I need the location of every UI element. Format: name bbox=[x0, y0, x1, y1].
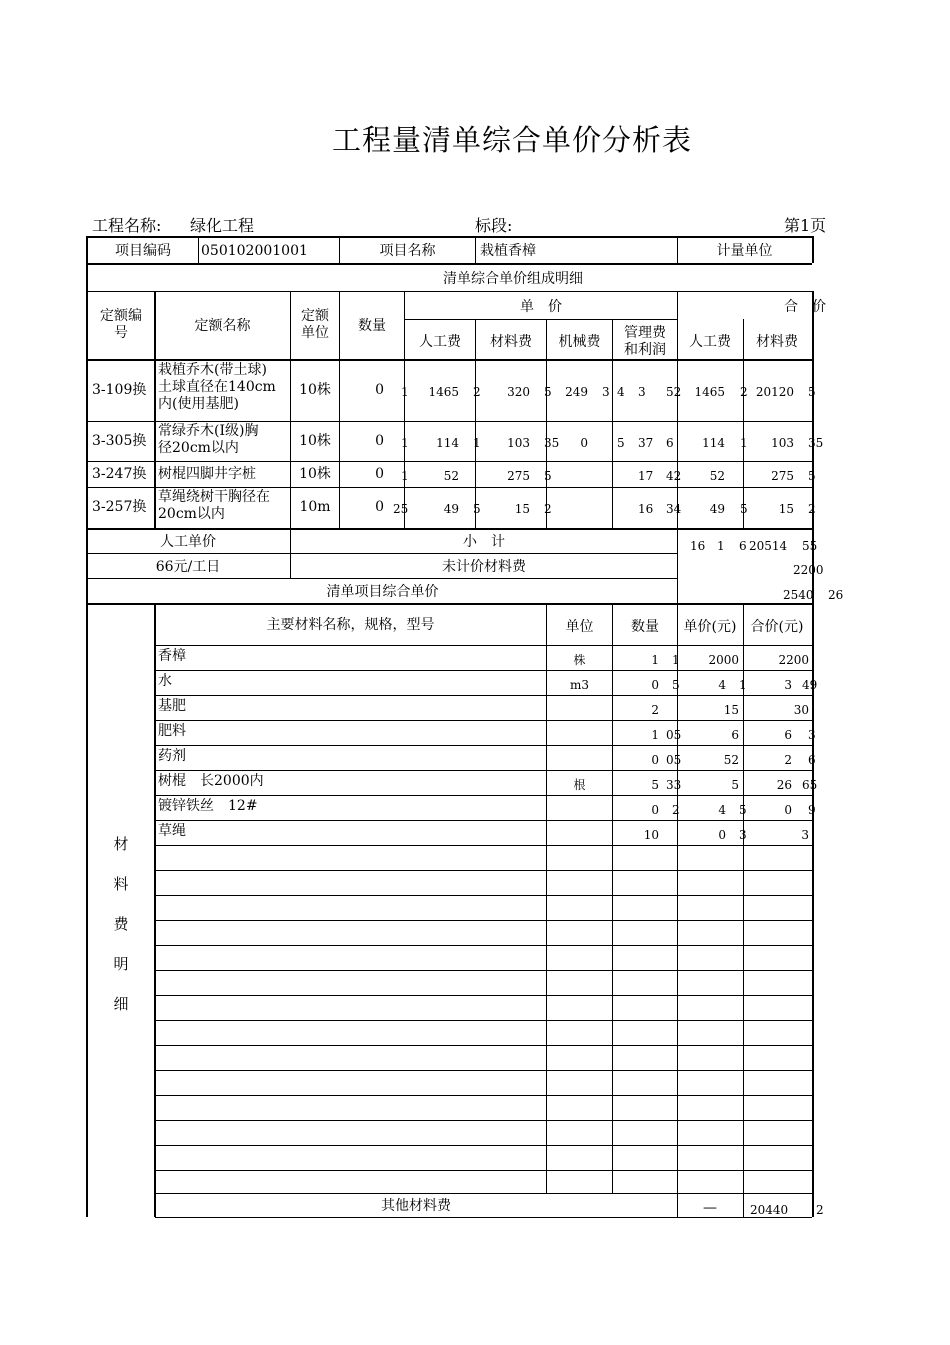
project-name: 绿化工程 bbox=[190, 216, 255, 235]
quota-row-3-total-material: 275 bbox=[771, 468, 794, 483]
mat-row-1-qty: 1 bbox=[651, 653, 659, 667]
quota-row-2-labor: 114 bbox=[436, 435, 459, 450]
composition-title: 清单综合单价组成明细 bbox=[443, 271, 583, 287]
unpriced-label: 未计价材料费 bbox=[442, 559, 526, 575]
quota-row-3-mgmt-3: 42 bbox=[666, 468, 682, 483]
grid-line bbox=[155, 670, 812, 671]
grid-line bbox=[155, 870, 812, 871]
quota-row-3-mgmt-2: 17 bbox=[638, 468, 654, 483]
grid-line bbox=[155, 1217, 812, 1218]
mat-row-4-name: 肥料 bbox=[158, 723, 186, 739]
quota-row-3-labor: 52 bbox=[443, 468, 459, 483]
quota-row-1-total-labor-2: 2 bbox=[740, 385, 748, 399]
grid-line bbox=[155, 745, 812, 746]
mat-row-4-total: 6 bbox=[784, 728, 792, 742]
quota-row-1-name: 栽植乔木(带土球) 土球直径在140cm 内(使用基肥) bbox=[158, 362, 276, 412]
quota-row-1-total-material: 20120 bbox=[755, 385, 794, 399]
quota-row-4-unit: 10m bbox=[299, 499, 331, 515]
quota-row-1-machine: 249 bbox=[565, 385, 588, 399]
col-material-total: 材料费 bbox=[756, 334, 798, 350]
quota-row-2-material-2: 35 bbox=[544, 435, 560, 450]
project-name-label: 工程名称: bbox=[92, 216, 162, 235]
quota-row-4-mgmt-2: 16 bbox=[638, 502, 654, 516]
mat-row-8-name: 草绳 bbox=[158, 823, 186, 839]
mat-col-qty: 数量 bbox=[631, 619, 659, 635]
mat-row-6-total: 26 bbox=[776, 778, 792, 792]
quota-row-4-qty: 0 bbox=[375, 499, 384, 515]
quota-row-2-total-material: 103 bbox=[771, 435, 794, 450]
col-unit-price: 单 价 bbox=[520, 299, 562, 315]
quota-row-3-total-labor: 52 bbox=[709, 468, 725, 483]
grid-line bbox=[88, 263, 812, 265]
mat-row-2-price: 4 bbox=[718, 678, 726, 692]
quota-row-1-mgmt-3: 52 bbox=[666, 385, 682, 399]
mat-side-label-4: 明 bbox=[113, 955, 129, 973]
mat-col-price: 单价(元) bbox=[683, 619, 737, 635]
col-qty: 数量 bbox=[358, 318, 386, 334]
quota-row-4-total-material: 15 bbox=[778, 502, 794, 516]
mat-row-5-total-2: 6 bbox=[808, 753, 816, 767]
mat-col-name: 主要材料名称，规格，型号 bbox=[266, 617, 435, 633]
quota-row-3-name: 树棍四脚井字桩 bbox=[158, 465, 256, 482]
mat-row-5-name: 药剂 bbox=[158, 748, 186, 764]
grid-line bbox=[88, 421, 812, 422]
grid-line bbox=[155, 770, 812, 771]
col-machine: 机械费 bbox=[558, 334, 601, 350]
mat-row-4-price: 6 bbox=[731, 728, 739, 742]
mat-row-7-qty-2: 2 bbox=[672, 803, 680, 817]
subtotal-b: 1 bbox=[717, 539, 725, 553]
grid-line bbox=[155, 820, 812, 821]
quota-row-2-no: 3-305换 bbox=[92, 432, 147, 449]
mat-row-2-qty: 0 bbox=[651, 678, 659, 692]
col-quota-unit: 定额 单位 bbox=[301, 308, 329, 341]
mat-row-6-price: 5 bbox=[731, 778, 739, 792]
grid-line bbox=[86, 236, 812, 238]
mat-row-3-qty: 2 bbox=[651, 703, 659, 717]
grid-line bbox=[88, 359, 812, 361]
quota-row-1-material: 320 bbox=[507, 385, 530, 399]
grid-line bbox=[404, 291, 405, 528]
grid-line bbox=[155, 720, 812, 721]
mat-row-6-total-2: 65 bbox=[802, 778, 818, 792]
quota-row-4-total-labor: 49 bbox=[709, 502, 725, 516]
quota-row-1-labor-2: 2 bbox=[473, 385, 481, 399]
mat-side-label-1: 材 bbox=[113, 835, 129, 853]
subtotal-label: 小 计 bbox=[463, 534, 505, 550]
grid-line bbox=[743, 603, 744, 1217]
quota-row-1-no: 3-109换 bbox=[92, 382, 147, 398]
grid-line bbox=[155, 970, 812, 971]
unpriced-value: 2200 bbox=[793, 563, 824, 577]
quota-row-2-mgmt-3: 6 bbox=[666, 435, 674, 450]
quota-row-2-mgmt: 5 bbox=[617, 435, 625, 450]
quota-row-1-unit: 10株 bbox=[299, 382, 331, 398]
quota-row-2-unit: 10株 bbox=[299, 432, 331, 449]
grid-line bbox=[154, 603, 156, 1217]
grid-line bbox=[88, 487, 812, 488]
col-material: 材料费 bbox=[490, 334, 532, 350]
mat-row-2-unit: m3 bbox=[569, 678, 589, 692]
quota-row-4-labor-2: 5 bbox=[473, 502, 481, 516]
grid-line bbox=[155, 1145, 812, 1146]
quota-row-2-material: 103 bbox=[507, 435, 530, 450]
mat-row-7-total: 0 bbox=[784, 803, 792, 817]
mat-row-1-total: 2200 bbox=[778, 653, 809, 667]
grid-line bbox=[155, 1045, 812, 1046]
mat-row-1-unit: 株 bbox=[573, 653, 586, 667]
mat-row-2-total-2: 49 bbox=[802, 678, 818, 692]
mat-side-label-5: 细 bbox=[113, 995, 129, 1013]
grid-line bbox=[155, 795, 812, 796]
grid-line bbox=[475, 236, 476, 263]
other-material-label: 其他材料费 bbox=[381, 1198, 451, 1214]
mat-row-8-total: 3 bbox=[801, 828, 809, 842]
mat-row-2-name: 水 bbox=[158, 673, 172, 689]
quota-row-4-material-2: 2 bbox=[544, 502, 552, 516]
composite-value: 2540 bbox=[783, 588, 814, 602]
mat-row-1-qty-2: 1 bbox=[672, 653, 680, 667]
col-total-price: 合 价 bbox=[784, 299, 826, 315]
mat-row-6-unit: 根 bbox=[573, 778, 586, 792]
page-number: 第1页 bbox=[784, 216, 827, 235]
grid-line bbox=[155, 1020, 812, 1021]
mat-row-4-total-2: 3 bbox=[808, 728, 816, 742]
quota-row-1-labor: 1465 bbox=[428, 385, 459, 399]
mat-row-5-price: 52 bbox=[723, 753, 739, 767]
mat-col-unit: 单位 bbox=[565, 619, 594, 635]
grid-line bbox=[155, 645, 812, 646]
quota-row-4-total-labor-2: 5 bbox=[740, 502, 748, 516]
grid-line bbox=[88, 291, 812, 292]
quota-row-4-mgmt-3: 34 bbox=[666, 502, 682, 516]
grid-line bbox=[812, 236, 814, 263]
mat-row-3-total: 30 bbox=[793, 703, 809, 717]
mat-row-8-price-2: 3 bbox=[739, 828, 747, 842]
grid-line bbox=[88, 461, 812, 462]
item-code: 050102001001 bbox=[201, 243, 308, 259]
quota-row-2-total-material-2: 35 bbox=[808, 435, 824, 450]
grid-line bbox=[88, 578, 677, 579]
item-name: 栽植香樟 bbox=[480, 243, 536, 259]
quota-row-1-total-material-2: 5 bbox=[808, 385, 816, 399]
quota-row-4-material: 15 bbox=[514, 502, 530, 516]
quota-row-4-total-material-2: 2 bbox=[808, 502, 816, 516]
mat-row-2-price-2: 1 bbox=[739, 678, 747, 692]
quota-row-1-machine-2: 3 bbox=[602, 385, 610, 399]
other-material-dash: — bbox=[703, 1200, 717, 1216]
grid-line bbox=[155, 1193, 812, 1194]
quota-row-1-qty: 0 bbox=[375, 382, 384, 398]
quota-row-3-material: 275 bbox=[507, 468, 530, 483]
quota-row-2-machine: 0 bbox=[580, 435, 588, 450]
quota-row-1-qty-2: 1 bbox=[401, 385, 409, 399]
quota-row-3-no: 3-247换 bbox=[92, 465, 147, 482]
col-labor: 人工费 bbox=[419, 334, 461, 350]
quota-row-3-qty: 0 bbox=[375, 465, 384, 482]
mat-side-label-3: 费 bbox=[113, 915, 129, 933]
grid-line bbox=[155, 1095, 812, 1096]
mat-row-8-qty: 10 bbox=[643, 828, 659, 842]
mat-side-label-2: 料 bbox=[113, 875, 129, 893]
grid-line bbox=[155, 920, 812, 921]
grid-line bbox=[155, 945, 812, 946]
grid-line bbox=[198, 236, 199, 263]
mat-row-6-name: 树棍 长2000内 bbox=[158, 773, 264, 789]
quota-row-1-material-2: 5 bbox=[544, 385, 552, 399]
col-labor-total: 人工费 bbox=[689, 334, 731, 350]
mat-row-7-qty: 0 bbox=[651, 803, 659, 817]
col-mgmt: 管理费 和利润 bbox=[624, 325, 666, 358]
mat-row-7-price-2: 5 bbox=[739, 803, 747, 817]
mat-row-3-price: 15 bbox=[723, 703, 739, 717]
quota-row-2-qty: 0 bbox=[375, 432, 384, 449]
quota-row-4-labor: 49 bbox=[443, 502, 459, 516]
mat-row-7-name: 镀锌铁丝 12# bbox=[158, 798, 258, 814]
col-quota-no: 定额编 号 bbox=[100, 308, 142, 341]
quota-row-2-labor-2: 1 bbox=[473, 435, 481, 450]
grid-line bbox=[155, 895, 812, 896]
quota-row-2-mgmt-2: 37 bbox=[638, 435, 654, 450]
quota-row-1-total-labor: 1465 bbox=[694, 385, 725, 399]
other-material-value-2: 2 bbox=[816, 1203, 824, 1217]
quota-row-3-unit: 10株 bbox=[299, 465, 331, 482]
col-quota-name: 定额名称 bbox=[194, 318, 251, 334]
mat-row-1-name: 香樟 bbox=[158, 648, 186, 664]
mat-row-6-qty: 5 bbox=[651, 778, 659, 792]
item-name-label: 项目名称 bbox=[379, 243, 436, 259]
grid-line bbox=[88, 553, 677, 554]
grid-line bbox=[88, 528, 812, 530]
composite-value-2: 26 bbox=[828, 588, 844, 602]
grid-line bbox=[677, 603, 678, 1217]
grid-line bbox=[86, 236, 88, 1217]
grid-line bbox=[155, 995, 812, 996]
mat-row-2-total: 3 bbox=[784, 678, 792, 692]
quota-row-1-mgmt-2: 3 bbox=[638, 385, 646, 399]
quota-row-2-qty-2: 1 bbox=[401, 435, 409, 450]
quota-row-2-total-labor-2: 1 bbox=[740, 435, 748, 450]
subtotal-e: 55 bbox=[802, 539, 818, 553]
quota-row-2-total-labor: 114 bbox=[702, 435, 725, 450]
quota-row-3-total-material-2: 5 bbox=[808, 468, 816, 483]
quota-row-3-material-2: 5 bbox=[544, 468, 552, 483]
section-label: 标段: bbox=[475, 216, 513, 235]
grid-line bbox=[88, 603, 812, 605]
labor-price-label: 人工单价 bbox=[160, 534, 216, 550]
subtotal-c: 6 bbox=[739, 539, 747, 553]
unit-label: 计量单位 bbox=[716, 243, 773, 259]
quota-row-4-no: 3-257换 bbox=[92, 499, 147, 515]
grid-line bbox=[405, 319, 677, 320]
grid-line bbox=[812, 603, 814, 1217]
grid-line bbox=[155, 1120, 812, 1121]
mat-row-5-qty-2: 05 bbox=[666, 753, 682, 767]
grid-line bbox=[155, 1070, 812, 1071]
page-title: 工程量清单综合单价分析表 bbox=[331, 123, 692, 157]
subtotal-d: 20514 bbox=[749, 539, 788, 553]
quota-row-4-name: 草绳绕树干胸径在 20cm以内 bbox=[158, 489, 270, 522]
mat-row-5-total: 2 bbox=[784, 753, 792, 767]
composite-label: 清单项目综合单价 bbox=[326, 584, 439, 600]
mat-row-2-qty-2: 5 bbox=[672, 678, 680, 692]
mat-row-7-price: 4 bbox=[718, 803, 726, 817]
mat-row-1-price: 2000 bbox=[708, 653, 739, 667]
mat-row-8-price: 0 bbox=[718, 828, 726, 842]
grid-line bbox=[155, 1170, 812, 1171]
mat-row-3-name: 基肥 bbox=[158, 698, 186, 714]
mat-row-4-qty-2: 05 bbox=[666, 728, 682, 742]
quota-row-4-qty-2: 25 bbox=[393, 502, 409, 516]
quota-row-2-name: 常绿乔木(Ⅰ级)胸 径20cm以内 bbox=[158, 423, 259, 456]
quota-row-1-mgmt: 4 bbox=[617, 385, 625, 399]
quota-row-3-qty-2: 1 bbox=[401, 468, 409, 483]
mat-row-6-qty-2: 33 bbox=[666, 778, 682, 792]
mat-row-5-qty: 0 bbox=[651, 753, 659, 767]
mat-col-total: 合价(元) bbox=[750, 619, 804, 635]
mat-row-4-qty: 1 bbox=[651, 728, 659, 742]
grid-line bbox=[155, 845, 812, 846]
item-code-label: 项目编码 bbox=[115, 243, 171, 259]
grid-line bbox=[155, 695, 812, 696]
subtotal-a: 16 bbox=[690, 539, 706, 553]
mat-row-7-total-2: 9 bbox=[808, 803, 816, 817]
labor-price: 66元/工日 bbox=[155, 559, 221, 575]
other-material-value: 20440 bbox=[750, 1203, 789, 1217]
